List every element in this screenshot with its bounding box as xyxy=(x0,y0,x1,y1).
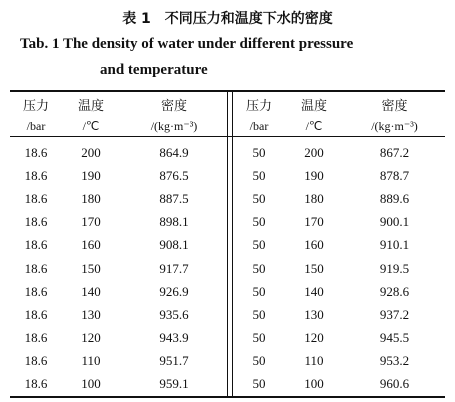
cell-pressure-right: 50 xyxy=(252,306,266,322)
table-body xyxy=(10,137,445,396)
header-pressure-right: 压力 xyxy=(245,98,272,114)
cell-density-right: 960.6 xyxy=(379,376,410,392)
cell-pressure-right: 50 xyxy=(252,283,266,299)
cell-pressure-left: 18.6 xyxy=(24,306,48,322)
cell-density-right: 900.1 xyxy=(379,214,410,230)
cell-pressure-right: 50 xyxy=(252,167,266,183)
cell-pressure-left: 18.6 xyxy=(24,214,48,230)
cell-density-left: 898.1 xyxy=(159,214,189,230)
cell-temperature-left: 140 xyxy=(81,283,101,299)
cell-temperature-right: 120 xyxy=(304,330,324,346)
cell-density-right: 937.2 xyxy=(379,306,410,322)
cell-pressure-left: 18.6 xyxy=(24,260,48,276)
cell-density-left: 935.6 xyxy=(159,306,189,322)
cell-density-left: 864.9 xyxy=(159,144,189,160)
cell-pressure-right: 50 xyxy=(252,260,266,276)
unit-temperature-left: /℃ xyxy=(82,118,100,133)
header-row-labels xyxy=(10,92,445,115)
cell-density-right: 953.2 xyxy=(379,353,410,369)
table-row xyxy=(10,257,445,280)
table-row xyxy=(10,327,445,350)
cell-density-right: 878.7 xyxy=(379,167,410,183)
cell-density-left: 887.5 xyxy=(159,190,189,206)
table-row xyxy=(10,280,445,303)
cell-temperature-left: 130 xyxy=(81,306,101,322)
cell-temperature-right: 100 xyxy=(304,376,324,392)
cell-temperature-right: 200 xyxy=(304,144,324,160)
cell-temperature-right: 160 xyxy=(304,237,324,253)
cell-temperature-right: 110 xyxy=(304,353,324,369)
cell-temperature-right: 170 xyxy=(304,214,324,230)
cell-temperature-left: 170 xyxy=(81,214,101,230)
cell-temperature-left: 160 xyxy=(81,237,101,253)
cell-pressure-right: 50 xyxy=(252,144,266,160)
cell-pressure-left: 18.6 xyxy=(24,237,48,253)
cell-pressure-left: 18.6 xyxy=(24,330,48,346)
cell-density-right: 945.5 xyxy=(379,330,410,346)
header-density-left: 密度 xyxy=(160,98,187,114)
cell-temperature-right: 180 xyxy=(304,190,324,206)
cell-pressure-right: 50 xyxy=(252,214,266,230)
cell-density-right: 928.6 xyxy=(379,283,410,299)
cell-pressure-left: 18.6 xyxy=(24,190,48,206)
header-density-right: 密度 xyxy=(381,98,408,114)
table-row xyxy=(10,164,445,187)
cell-pressure-right: 50 xyxy=(252,237,266,253)
table-row xyxy=(10,234,445,257)
table-caption-en-line2: and temperature xyxy=(100,62,208,78)
unit-pressure-left: /bar xyxy=(26,118,46,133)
cell-pressure-right: 50 xyxy=(252,190,266,206)
cell-pressure-left: 18.6 xyxy=(24,283,48,299)
cell-temperature-left: 120 xyxy=(81,330,101,346)
cell-temperature-left: 150 xyxy=(81,260,101,276)
cell-pressure-left: 18.6 xyxy=(24,353,48,369)
table-row xyxy=(10,211,445,234)
header-temperature-left: 温度 xyxy=(77,98,104,114)
cell-density-right: 889.6 xyxy=(379,190,410,206)
unit-pressure-right: /bar xyxy=(249,118,269,133)
cell-pressure-left: 18.6 xyxy=(24,376,48,392)
cell-density-left: 908.1 xyxy=(159,237,189,253)
cell-temperature-right: 190 xyxy=(304,167,324,183)
bottom-rule xyxy=(10,396,445,398)
cell-density-left: 917.7 xyxy=(159,260,189,276)
table-row xyxy=(10,187,445,210)
cell-temperature-left: 190 xyxy=(81,167,101,183)
cell-temperature-left: 110 xyxy=(81,353,101,369)
cell-temperature-left: 180 xyxy=(81,190,101,206)
cell-temperature-right: 130 xyxy=(304,306,324,322)
cell-temperature-left: 200 xyxy=(81,144,101,160)
cell-density-left: 959.1 xyxy=(159,376,189,392)
cell-pressure-right: 50 xyxy=(252,376,266,392)
unit-temperature-right: /℃ xyxy=(305,118,323,133)
cell-temperature-right: 140 xyxy=(304,283,324,299)
table-caption-cn: 表 1 不同压力和温度下水的密度 xyxy=(122,11,333,27)
cell-density-left: 943.9 xyxy=(159,330,189,346)
unit-density-left: /(kg·m⁻³) xyxy=(150,118,198,133)
cell-pressure-right: 50 xyxy=(252,353,266,369)
cell-density-right: 919.5 xyxy=(379,260,410,276)
cell-pressure-left: 18.6 xyxy=(24,167,48,183)
cell-pressure-left: 18.6 xyxy=(24,144,48,160)
cell-density-right: 910.1 xyxy=(379,237,410,253)
cell-density-right: 867.2 xyxy=(379,144,410,160)
cell-temperature-left: 100 xyxy=(81,376,101,392)
table-row xyxy=(10,303,445,326)
table-caption-en-line1: Tab. 1 The density of water under different pressure xyxy=(20,36,354,52)
cell-pressure-right: 50 xyxy=(252,330,266,346)
header-row-units xyxy=(10,115,445,137)
header-pressure-left: 压力 xyxy=(22,98,49,114)
table-row xyxy=(10,350,445,373)
header-temperature-right: 温度 xyxy=(300,98,327,114)
cell-density-left: 926.9 xyxy=(159,283,189,299)
cell-density-left: 951.7 xyxy=(159,353,189,369)
cell-density-left: 876.5 xyxy=(159,167,189,183)
density-table xyxy=(10,92,445,396)
table-row xyxy=(10,373,445,396)
cell-temperature-right: 150 xyxy=(304,260,324,276)
unit-density-right: /(kg·m⁻³) xyxy=(371,118,418,133)
table-row xyxy=(10,137,445,164)
